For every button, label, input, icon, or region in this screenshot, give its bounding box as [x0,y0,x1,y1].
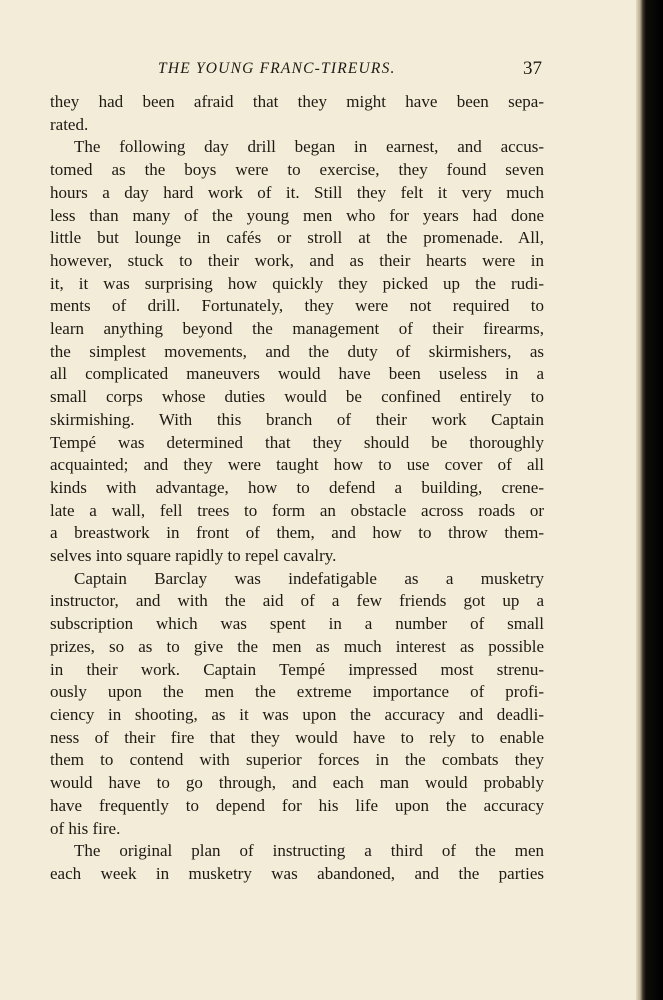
text-line: The following day drill began in earnest, and accus- [74,137,544,157]
text-line: ness of their fire that they would have to rely to enable [50,727,544,747]
text-line: Captain Barclay was indefatigable as a musketry [74,568,544,588]
text-line: prizes, so as to give the men as much interest as possible [50,636,544,656]
text-line: instructor, and with the aid of a few friends got up a [50,591,544,611]
text-line: learn anything beyond the management of their firearms, [50,319,544,339]
text-line: it, it was surprising how quickly they picked up the rudi- [50,273,544,293]
text-line: selves into square rapidly to repel cavalry. [50,546,337,566]
text-line: them to contend with superior forces in the combats they [50,750,544,770]
text-line: late a wall, fell trees to form an obstacle across roads or [50,500,544,520]
text-line: The original plan of instructing a third of the men [74,841,544,861]
page-number: 37 [523,58,542,79]
text-line: acquainted; and they were taught how to use cover of all [50,455,544,475]
text-line: of his fire. [50,818,121,838]
page-edge-shadow [636,0,663,1000]
text-line: skirmishing. With this branch of their work Captain [50,409,544,429]
text-line: hours a day hard work of it. Still they felt it very much [50,182,544,202]
text-line: the simplest movements, and the duty of skirmishers, as [50,341,544,361]
text-line: subscription which was spent in a number of small [50,614,544,634]
text-line: all complicated maneuvers would have been useless in a [50,364,544,384]
page-header [50,58,544,82]
text-line: rated. [50,114,89,134]
text-line: have frequently to depend for his life upon the accuracy [50,795,544,815]
text-line: a breastwork in front of them, and how to throw them- [50,523,544,543]
text-line: ously upon the men the extreme importance of profi- [50,682,544,702]
text-line: they had been afraid that they might have been sepa- [50,92,544,111]
text-line: Tempé was determined that they should be thoroughly [50,432,544,452]
running-title: THE YOUNG FRANC-TIREURS. [158,60,396,77]
text-line: small corps whose duties would be confined entirely to [50,387,544,407]
text-line: less than many of the young men who for years had done [50,205,544,225]
text-line: in their work. Captain Tempé impressed most strenu- [50,659,544,679]
text-line: ciency in shooting, as it was upon the accuracy and deadli- [50,704,544,724]
text-line: ments of drill. Fortunately, they were not required to [50,296,544,316]
body-text [50,91,544,886]
text-line: would have to go through, and each man would probably [50,773,544,793]
text-line: little but lounge in cafés or stroll at the promenade. All, [50,228,544,248]
text-line: kinds with advantage, how to defend a building, crene- [50,477,544,497]
text-line: each week in musketry was abandoned, and the parties [50,863,544,883]
text-line: however, stuck to their work, and as their hearts were in [50,250,544,270]
text-line: tomed as the boys were to exercise, they found seven [50,160,544,180]
